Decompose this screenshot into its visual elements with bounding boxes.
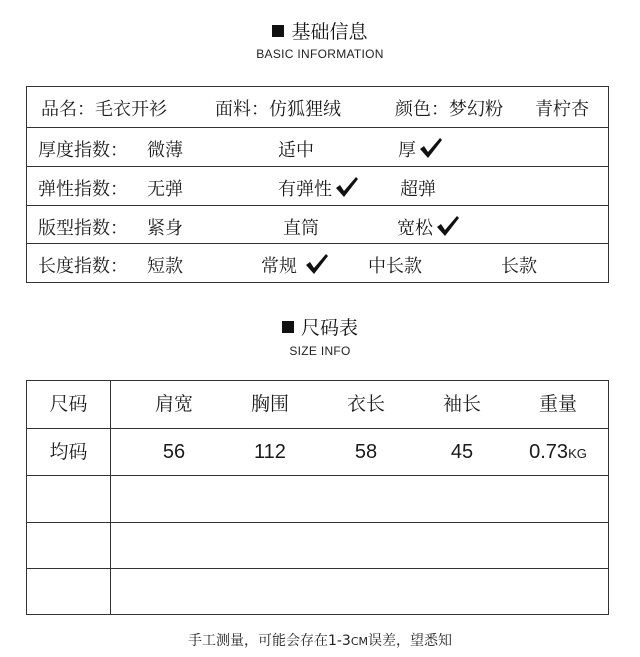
size-info-title [0,316,640,340]
fit-option-loose-label: 宽松 [397,218,433,239]
checkmark-icon [305,253,329,275]
table-row [27,429,608,476]
product-name: 品名：毛衣开衫 [41,99,167,120]
cell-weight-value: 0.73 [529,441,569,463]
size-info-subtitle: SIZE INFO [289,344,351,358]
fit-label: 版型指数： [38,218,128,239]
header-weight: 重量 [538,393,577,415]
elasticity-option-none: 无弹 [147,179,183,200]
basic-info-table [26,86,609,283]
elasticity-row [27,167,608,206]
thickness-row [27,128,608,167]
square-bullet-icon [282,321,294,333]
checkmark-icon [335,176,359,198]
elasticity-label: 弹性指数： [38,179,128,200]
fabric: 面料：仿狐狸绒 [215,99,341,120]
table-row-empty [27,523,608,569]
name-row [27,87,608,128]
elasticity-option-stretchy-label: 有弹性 [278,179,332,200]
note-text-after: 误差，望悉知 [368,633,453,649]
table-row-empty [27,569,608,614]
length-option-mid-long: 中长款 [368,256,422,277]
cell-shoulder: 56 [162,441,186,463]
measurement-note [0,630,640,650]
fit-option-slim: 紧身 [147,218,183,239]
cell-sleeve: 45 [450,441,474,463]
elasticity-option-stretchy [278,175,359,201]
square-bullet-icon [272,25,284,37]
basic-info-title-text: 基础信息 [291,21,368,43]
color-option-2: 青柠杏 [535,99,589,120]
header-size: 尺码 [49,393,88,415]
fit-option-straight: 直筒 [283,218,319,239]
length-label: 长度指数： [38,256,128,277]
basic-info-title [0,20,640,44]
length-row [27,244,608,282]
size-info-title-text: 尺码表 [300,317,358,339]
note-text-before: 手工测量，可能会存在1-3 [187,633,351,649]
thickness-option-medium: 适中 [278,140,314,161]
thickness-label: 厚度指数： [38,140,128,161]
length-option-regular [261,252,329,278]
header-sleeve: 袖长 [442,393,481,415]
checkmark-icon [436,215,460,237]
cell-weight [511,429,605,477]
note-unit: CM [350,635,369,648]
table-row-empty [27,476,608,523]
length-option-regular-label: 常规 [261,256,297,277]
header-length: 衣长 [346,393,385,415]
cell-weight-unit: KG [568,446,587,461]
color: 颜色：梦幻粉 [395,99,503,120]
thickness-option-thick-label: 厚 [398,140,416,161]
checkmark-icon [419,137,443,159]
basic-info-subtitle: BASIC INFORMATION [256,47,384,61]
thickness-option-thick [398,136,443,162]
thickness-option-thin: 微薄 [147,140,183,161]
header-chest: 胸围 [250,393,289,415]
length-option-long: 长款 [501,256,537,277]
header-shoulder: 肩宽 [154,393,193,415]
size-table [26,380,609,615]
fit-option-loose [397,214,460,240]
cell-size: 均码 [49,441,88,463]
size-table-header-row [27,381,608,429]
length-option-short: 短款 [147,256,183,277]
cell-chest: 112 [254,441,286,463]
cell-length: 58 [354,441,378,463]
elasticity-option-super: 超弹 [400,179,436,200]
fit-row [27,206,608,244]
